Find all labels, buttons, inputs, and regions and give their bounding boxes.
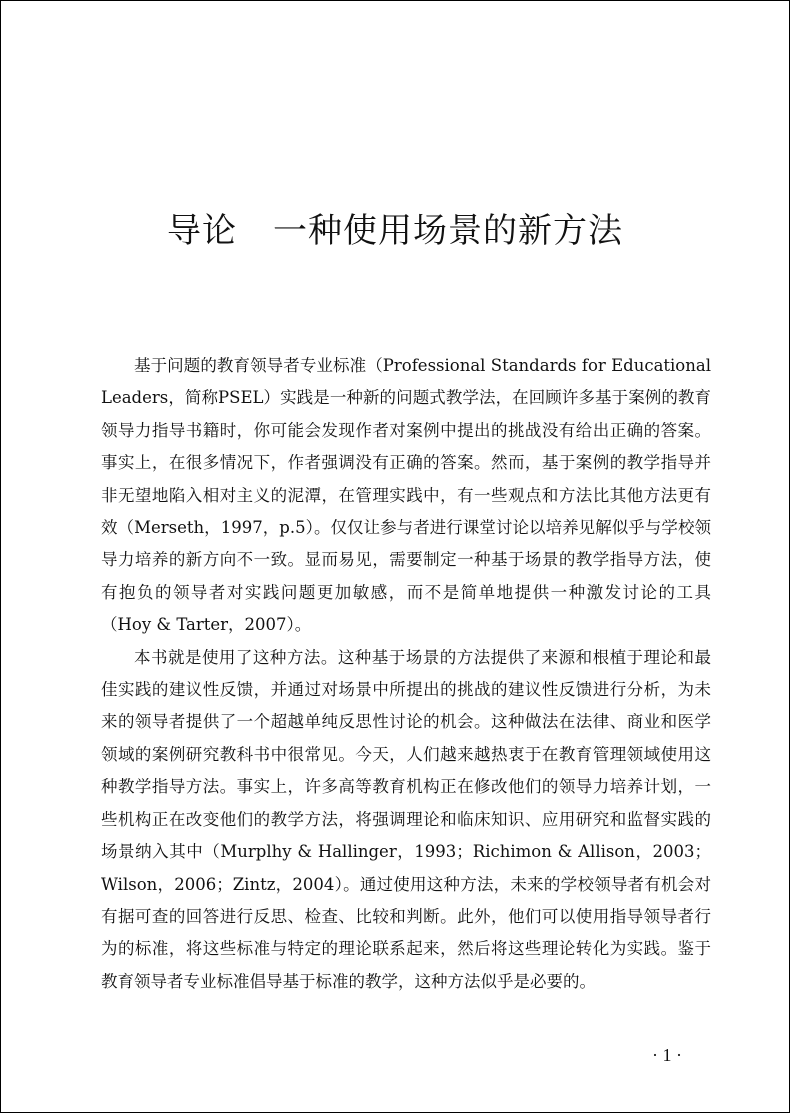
body-text [101,350,711,998]
paragraph-2: 本书就是使用了这种方法。这种基于场景的方法提供了来源和根植于理论和最佳实践的建议性反馈，并通过对场景中所提出的挑战的建议性反馈进行分析，为未来的领导者提供了一个超越单纯反思性讨论的机会。这种做法在法律、商业和医学领域的案例研究教科书中很常见。今天，人们越来越热衷于在教育管理领域使用这种教学指导方法。事实上，许多高等教育机构正在修改他们的领导力培养计划，一些机构正在改变他们的教学方法，将强调理论和临床知识、应用研究和监督实践的场景纳入其中（Murplhy & Hallinger，1993；Richimon & Allison，2003；Wilson，2006；Zintz，2004）。通过使用这种方法，未来的学校领导者有机会对有据可查的回答进行反思、检查、比较和判断。此外，他们可以使用指导领导者行为的标准，将这些标准与特定的理论联系起来，然后将这些理论转化为实践。鉴于教育领导者专业标准倡导基于标准的教学，这种方法似乎是必要的。 [101,647,711,991]
chapter-title-text: 一种使用场景的新方法 [273,211,623,251]
page-number: · 1 · [652,1045,682,1065]
paragraph-1: 基于问题的教育领导者专业标准（Professional Standards for Educational Leaders，简称PSEL）实践是一种新的问题式教学法，在回顾许多基于案例的教育领导力指导书籍时，你可能会发现作者对案例中提出的挑战没有给出正确的答案。事实上，在很多情况下，作者强调没有正确的答案。然而，基于案例的教学指导并非无望地陷入相对主义的泥潭，在管理实践中，有一些观点和方法比其他方法更有效（Merseth，1997，p.5）。仅仅让参与者进行课堂讨论以培养见解似乎与学校领导力培养的新方向不一致。显而易见，需要制定一种基于场景的教学指导方法，使有抱负的领导者对实践问题更加敏感，而不是简单地提供一种激发讨论的工具（Hoy & Tarter，2007）。 [101,356,711,635]
chapter-title [0,203,790,252]
chapter-label: 导论 [167,211,237,251]
